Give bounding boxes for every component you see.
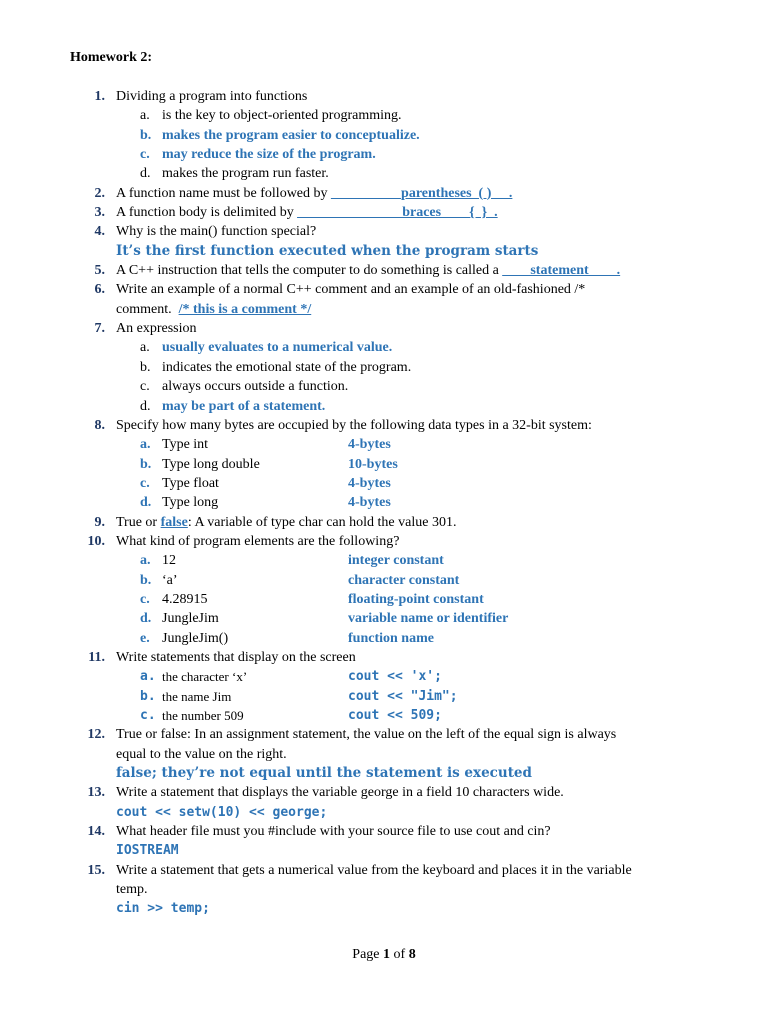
- question-number: 7.: [94, 321, 105, 337]
- fill-in-answer: _______________braces { }_.: [297, 205, 498, 221]
- page-title: Homework 2:: [70, 50, 153, 65]
- option: [0, 629, 768, 648]
- current-page-number: 1: [383, 947, 391, 962]
- option-letter: a.: [140, 437, 151, 453]
- question-text: A C++ instruction that tells the computer to do something is called a: [116, 263, 503, 279]
- option: [0, 145, 768, 164]
- question-number: 2.: [94, 185, 105, 201]
- question-text: True or: [116, 514, 161, 530]
- question-text: Write an example of a normal C++ comment and an example of an old-fashioned /*: [116, 282, 586, 298]
- option: [0, 397, 768, 416]
- answer-text: It’s the first function executed when the program starts: [116, 242, 539, 259]
- footer-label: Page: [352, 947, 384, 962]
- option-text: JungleJim(): [162, 630, 229, 646]
- option: [0, 358, 768, 377]
- question-6-line-2: [0, 300, 768, 319]
- answer-text: 4-bytes: [348, 495, 391, 511]
- option-letter: a.: [140, 108, 150, 124]
- option-text: Type int: [162, 437, 209, 453]
- option-letter: a.: [140, 340, 150, 356]
- option: [0, 377, 768, 396]
- option: [0, 338, 768, 357]
- question-text: comment.: [116, 301, 179, 317]
- question-text: temp.: [116, 882, 148, 898]
- question-10: [0, 532, 768, 551]
- question-number: 10.: [87, 533, 105, 549]
- question-2: [0, 184, 768, 203]
- question-15: [0, 861, 768, 880]
- option: [0, 455, 768, 474]
- option-letter: b.: [140, 127, 152, 143]
- question-text: A function body is delimited by: [116, 205, 298, 221]
- option-text: Type float: [162, 475, 219, 491]
- option-text-answer: may be part of a statement.: [162, 398, 326, 414]
- option-text: the number 509: [162, 708, 244, 723]
- answer-row: [0, 242, 768, 261]
- option-letter: b.: [140, 688, 156, 704]
- question-9: [0, 513, 768, 532]
- code-answer: cin >> temp;: [116, 901, 210, 917]
- answer-text: integer constant: [348, 553, 444, 569]
- option: [0, 571, 768, 590]
- option: [0, 551, 768, 570]
- option-text-answer: makes the program easier to conceptualize.: [162, 127, 420, 143]
- answer-row: [0, 764, 768, 783]
- question-number: 6.: [94, 282, 105, 298]
- option: [0, 590, 768, 609]
- question-text: equal to the value on the right.: [116, 746, 287, 762]
- option-text: JungleJim: [162, 611, 219, 627]
- question-12-line-2: [0, 745, 768, 764]
- question-text: Why is the main() function special?: [116, 224, 317, 240]
- question-5: [0, 261, 768, 280]
- option-letter: a.: [140, 553, 151, 569]
- code-answer: cout << 'x';: [348, 669, 442, 685]
- option-letter: b.: [140, 359, 151, 375]
- question-number: 12.: [87, 727, 105, 743]
- question-number: 8.: [94, 417, 105, 433]
- option-letter: d.: [140, 611, 152, 627]
- code-answer: IOSTREAM: [116, 843, 179, 859]
- code-answer: cout << 509;: [348, 708, 442, 723]
- question-text: Write a statement that displays the variable george in a field 10 characters wide.: [116, 785, 564, 801]
- question-text: Specify how many bytes are occupied by the following data types in a 32-bit system:: [116, 417, 592, 433]
- question-number: 11.: [88, 649, 105, 665]
- option: [0, 609, 768, 628]
- option-letter: a.: [140, 669, 156, 685]
- option-text: ‘a’: [162, 572, 178, 588]
- option-letter: d.: [140, 166, 151, 182]
- answer-row: [0, 899, 768, 918]
- question-number: 14.: [87, 824, 105, 840]
- question-12: [0, 725, 768, 744]
- question-number: 15.: [87, 862, 105, 878]
- option-letter: c.: [140, 379, 150, 395]
- question-15-line-2: [0, 880, 768, 899]
- question-text: What header file must you #include with your source file to use cout and cin?: [116, 824, 551, 840]
- option-letter: d.: [140, 398, 151, 414]
- question-text: An expression: [116, 321, 197, 337]
- option-text: makes the program run faster.: [162, 166, 329, 182]
- option-text: indicates the emotional state of the program.: [162, 359, 412, 375]
- option: [0, 493, 768, 512]
- question-number: 9.: [94, 514, 105, 530]
- option: [0, 706, 768, 725]
- question-14: [0, 822, 768, 841]
- option-text-answer: may reduce the size of the program.: [162, 147, 376, 163]
- answer-text: floating-point constant: [348, 591, 484, 607]
- question-text: Write a statement that gets a numerical value from the keyboard and places it in the variable: [116, 862, 632, 878]
- option-text: the character ‘x’: [162, 669, 248, 685]
- option-letter: c.: [140, 475, 150, 491]
- answer-text: false: [160, 514, 188, 530]
- answer-row: [0, 841, 768, 860]
- question-1: [0, 87, 768, 106]
- option-text-answer: usually evaluates to a numerical value.: [162, 340, 393, 356]
- option-text: is the key to object-oriented programming.: [162, 108, 402, 124]
- option-text: the name Jim: [162, 688, 232, 704]
- question-text: What kind of program elements are the following?: [116, 533, 400, 549]
- option-text: 12: [162, 553, 176, 569]
- question-11: [0, 648, 768, 667]
- answer-text: 4-bytes: [348, 475, 391, 491]
- question-text: : A variable of type char can hold the value 301.: [187, 514, 457, 530]
- code-answer: cout << setw(10) << george;: [116, 804, 328, 820]
- question-number: 4.: [94, 224, 105, 240]
- fill-in-answer: ____statement____.: [502, 263, 621, 279]
- footer-label: of: [390, 947, 409, 962]
- answer-row: [0, 803, 768, 822]
- question-text: A function name must be followed by: [116, 185, 332, 201]
- option-letter: b.: [140, 456, 152, 472]
- option-text: always occurs outside a function.: [162, 379, 349, 395]
- question-13: [0, 783, 768, 802]
- option-text: 4.28915: [162, 591, 208, 607]
- answer-text: /* this is a comment */: [178, 301, 312, 317]
- option-text: Type long double: [162, 456, 260, 472]
- question-text: True or false: In an assignment statement, the value on the left of the equal sign is always: [116, 727, 617, 743]
- question-number: 1.: [94, 89, 105, 104]
- code-answer: cout << "Jim";: [348, 688, 458, 704]
- answer-text: false; they’re not equal until the statement is executed: [116, 765, 532, 782]
- option: [0, 474, 768, 493]
- answer-text: 4-bytes: [348, 437, 391, 453]
- option: [0, 164, 768, 183]
- answer-text: function name: [348, 630, 434, 646]
- option-letter: c.: [140, 147, 150, 163]
- question-8: [0, 416, 768, 435]
- answer-text: character constant: [348, 572, 460, 588]
- question-7: [0, 319, 768, 338]
- question-number: 3.: [94, 205, 105, 221]
- option: [0, 435, 768, 454]
- option: [0, 667, 768, 686]
- total-page-count: 8: [408, 947, 416, 962]
- question-4: [0, 222, 768, 241]
- option-text: Type long: [162, 495, 219, 511]
- option: [0, 687, 768, 706]
- question-number: 13.: [87, 785, 105, 801]
- answer-text: variable name or identifier: [348, 611, 509, 627]
- option: [0, 106, 768, 125]
- question-number: 5.: [94, 263, 105, 279]
- question-text: Dividing a program into functions: [116, 89, 308, 104]
- option-letter: d.: [140, 495, 152, 511]
- option-letter: e.: [140, 630, 150, 646]
- page-footer: [0, 947, 768, 963]
- option: [0, 126, 768, 145]
- question-text: Write statements that display on the screen: [116, 649, 356, 665]
- question-6: [0, 280, 768, 299]
- fill-in-answer: __________parentheses_( )__ .: [331, 185, 513, 201]
- answer-text: 10-bytes: [348, 456, 398, 472]
- question-list: [0, 87, 768, 919]
- option-letter: c.: [140, 591, 150, 607]
- option-letter: b.: [140, 572, 152, 588]
- question-3: [0, 203, 768, 222]
- option-letter: c.: [140, 708, 156, 723]
